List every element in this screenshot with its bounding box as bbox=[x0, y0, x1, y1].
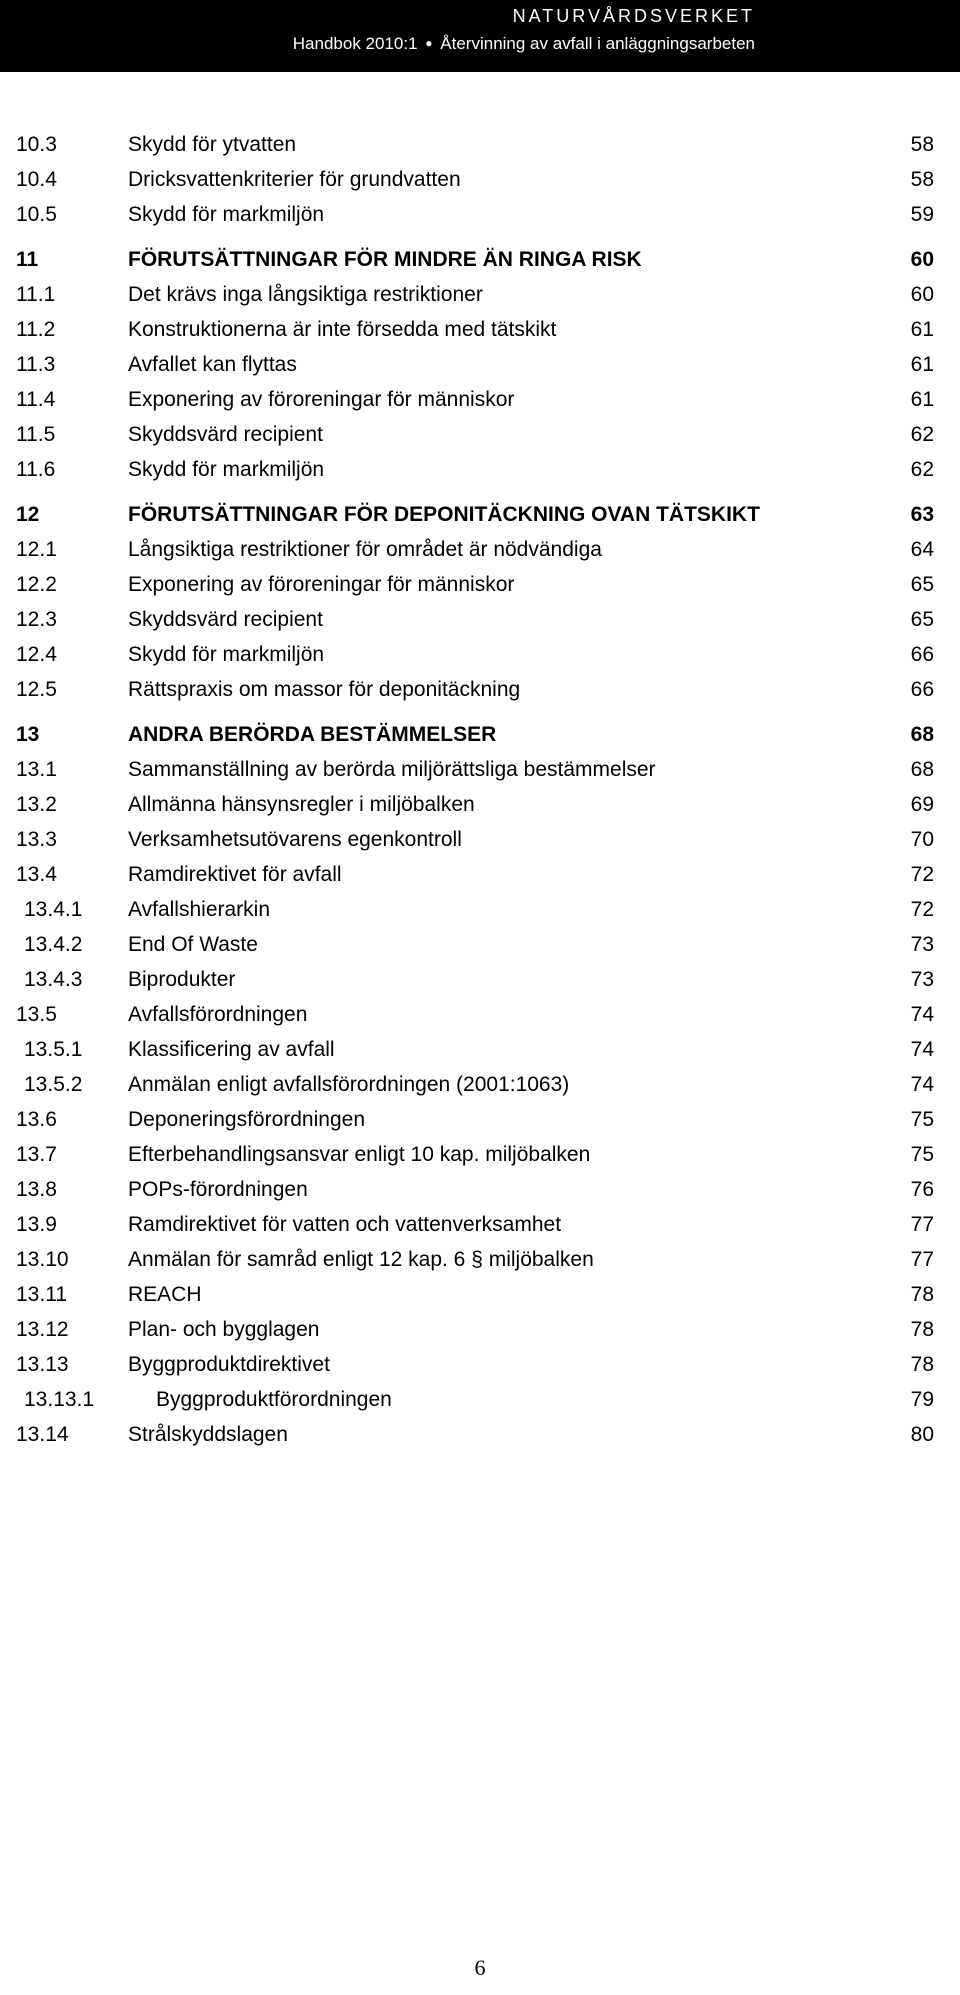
toc-number: 13.7 bbox=[16, 1143, 57, 1166]
toc-entry[interactable] bbox=[0, 602, 960, 637]
toc-number: 13.4.1 bbox=[24, 898, 83, 921]
toc-number: 13.13 bbox=[16, 1353, 69, 1376]
toc-page: 63 bbox=[910, 503, 934, 526]
toc-title: Skydd för markmiljön bbox=[128, 458, 325, 481]
toc-title: Byggproduktförordningen bbox=[156, 1388, 392, 1411]
toc-page: 68 bbox=[910, 723, 934, 746]
toc-entry[interactable] bbox=[0, 417, 960, 452]
toc-entry[interactable] bbox=[0, 382, 960, 417]
toc-title: Sammanställning av berörda miljörättsliga bestämmelser bbox=[128, 758, 656, 781]
toc-page: 73 bbox=[910, 933, 934, 956]
toc-page: 59 bbox=[910, 203, 934, 226]
toc-number: 13.9 bbox=[16, 1213, 57, 1236]
toc-entry[interactable] bbox=[0, 997, 960, 1032]
toc-subentry[interactable] bbox=[0, 892, 960, 927]
toc-number: 11.4 bbox=[16, 388, 56, 411]
toc-entry[interactable] bbox=[0, 672, 960, 707]
toc-title: Konstruktionerna är inte försedda med tätskikt bbox=[128, 318, 557, 341]
toc-title: Efterbehandlingsansvar enligt 10 kap. miljöbalken bbox=[128, 1143, 591, 1166]
toc-subentry[interactable] bbox=[0, 1032, 960, 1067]
toc-entry[interactable] bbox=[0, 637, 960, 672]
toc-title: Långsiktiga restriktioner för området är nödvändiga bbox=[128, 538, 602, 561]
toc-number: 13.8 bbox=[16, 1178, 57, 1201]
toc-number: 13.10 bbox=[16, 1248, 69, 1271]
toc-number: 13.4 bbox=[16, 863, 57, 886]
toc-page: 65 bbox=[910, 608, 934, 631]
toc-title: Anmälan för samråd enligt 12 kap. 6 § miljöbalken bbox=[128, 1248, 594, 1271]
toc-page: 62 bbox=[910, 458, 934, 481]
toc-number: 13.5 bbox=[16, 1003, 57, 1026]
toc-entry[interactable] bbox=[0, 1172, 960, 1207]
table-of-contents bbox=[0, 127, 960, 1452]
toc-page: 61 bbox=[910, 388, 934, 411]
toc-page: 79 bbox=[910, 1388, 934, 1411]
page-number: 6 bbox=[474, 1955, 486, 1980]
toc-page: 68 bbox=[910, 758, 934, 781]
toc-entry[interactable] bbox=[0, 1417, 960, 1452]
toc-subentry[interactable] bbox=[0, 1382, 960, 1417]
toc-page: 80 bbox=[910, 1423, 934, 1446]
toc-page: 58 bbox=[910, 133, 934, 156]
toc-entry[interactable] bbox=[0, 197, 960, 232]
toc-number: 13.5.1 bbox=[24, 1038, 83, 1061]
toc-number: 11 bbox=[16, 248, 39, 271]
toc-entry[interactable] bbox=[0, 1207, 960, 1242]
handbook-number: Handbok 2010:1 bbox=[292, 34, 418, 53]
toc-title: Strålskyddslagen bbox=[128, 1423, 288, 1446]
toc-title: FÖRUTSÄTTNINGAR FÖR DEPONITÄCKNING OVAN TÄTSKIKT bbox=[128, 503, 760, 526]
toc-page: 66 bbox=[910, 678, 934, 701]
handbook-subtitle bbox=[293, 34, 755, 54]
toc-page: 78 bbox=[910, 1318, 934, 1341]
toc-number: 11.2 bbox=[16, 318, 56, 341]
toc-entry[interactable] bbox=[0, 1102, 960, 1137]
toc-title: Byggproduktdirektivet bbox=[128, 1353, 330, 1376]
toc-number: 12.4 bbox=[16, 643, 57, 666]
toc-page: 73 bbox=[910, 968, 934, 991]
toc-page: 77 bbox=[910, 1248, 934, 1271]
toc-chapter-entry[interactable] bbox=[0, 717, 960, 752]
toc-title: Ramdirektivet för avfall bbox=[128, 863, 342, 886]
toc-page: 64 bbox=[910, 538, 934, 561]
toc-title: Anmälan enligt avfallsförordningen (2001:1063) bbox=[128, 1073, 570, 1096]
toc-title: ANDRA BERÖRDA BESTÄMMELSER bbox=[128, 723, 497, 746]
toc-number: 13.1 bbox=[16, 758, 57, 781]
toc-number: 12.2 bbox=[16, 573, 57, 596]
toc-number: 13.6 bbox=[16, 1108, 57, 1131]
toc-title: POPs-förordningen bbox=[128, 1178, 308, 1201]
toc-entry[interactable] bbox=[0, 532, 960, 567]
toc-number: 13.12 bbox=[16, 1318, 69, 1341]
toc-entry[interactable] bbox=[0, 1242, 960, 1277]
toc-title: Avfallsförordningen bbox=[128, 1003, 308, 1026]
toc-page: 76 bbox=[910, 1178, 934, 1201]
toc-page: 58 bbox=[910, 168, 934, 191]
toc-number: 13.5.2 bbox=[24, 1073, 83, 1096]
toc-title: REACH bbox=[128, 1283, 202, 1306]
toc-title: Rättspraxis om massor för deponitäckning bbox=[128, 678, 521, 701]
toc-number: 10.3 bbox=[16, 133, 57, 156]
toc-title: Ramdirektivet för vatten och vattenverksamhet bbox=[128, 1213, 562, 1236]
toc-page: 72 bbox=[910, 863, 934, 886]
toc-title: Exponering av föroreningar för människor bbox=[128, 388, 515, 411]
toc-title: Skydd för ytvatten bbox=[128, 133, 297, 156]
toc-number: 10.5 bbox=[16, 203, 57, 226]
toc-number: 13 bbox=[16, 723, 40, 746]
toc-page: 69 bbox=[910, 793, 934, 816]
toc-entry[interactable] bbox=[0, 787, 960, 822]
toc-entry[interactable] bbox=[0, 162, 960, 197]
toc-title: Plan- och bygglagen bbox=[128, 1318, 320, 1341]
toc-number: 11.3 bbox=[16, 353, 56, 376]
toc-chapter-entry[interactable] bbox=[0, 242, 960, 277]
toc-number: 12 bbox=[16, 503, 40, 526]
toc-entry[interactable] bbox=[0, 1277, 960, 1312]
handbook-topic: Återvinning av avfall i anläggningsarbeten bbox=[440, 34, 755, 53]
toc-page: 75 bbox=[910, 1108, 934, 1131]
toc-title: Det krävs inga långsiktiga restriktioner bbox=[128, 283, 483, 306]
toc-title: Skydd för markmiljön bbox=[128, 203, 325, 226]
toc-subentry[interactable] bbox=[0, 962, 960, 997]
toc-entry[interactable] bbox=[0, 1312, 960, 1347]
toc-page: 74 bbox=[910, 1003, 934, 1026]
toc-number: 12.1 bbox=[16, 538, 57, 561]
toc-title: End Of Waste bbox=[128, 933, 258, 956]
toc-number: 12.5 bbox=[16, 678, 57, 701]
toc-page: 65 bbox=[910, 573, 934, 596]
toc-page: 72 bbox=[910, 898, 934, 921]
toc-title: Klassificering av avfall bbox=[128, 1038, 335, 1061]
toc-page: 74 bbox=[910, 1038, 934, 1061]
toc-title: Allmänna hänsynsregler i miljöbalken bbox=[128, 793, 475, 816]
toc-page: 62 bbox=[910, 423, 934, 446]
agency-name: NATURVÅRDSVERKET bbox=[512, 6, 755, 26]
toc-title: Avfallshierarkin bbox=[128, 898, 271, 921]
toc-page: 61 bbox=[910, 318, 934, 341]
toc-entry[interactable] bbox=[0, 857, 960, 892]
toc-subentry[interactable] bbox=[0, 1067, 960, 1102]
toc-page: 60 bbox=[910, 248, 934, 271]
toc-title: Deponeringsförordningen bbox=[128, 1108, 365, 1131]
toc-number: 13.14 bbox=[16, 1423, 69, 1446]
toc-number: 13.2 bbox=[16, 793, 57, 816]
toc-title: Avfallet kan flyttas bbox=[128, 353, 297, 376]
toc-number: 13.4.2 bbox=[24, 933, 83, 956]
toc-entry[interactable] bbox=[0, 452, 960, 487]
toc-title: Skydd för markmiljön bbox=[128, 643, 325, 666]
toc-entry[interactable] bbox=[0, 312, 960, 347]
toc-page: 66 bbox=[910, 643, 934, 666]
toc-number: 11.5 bbox=[16, 423, 56, 446]
toc-title: FÖRUTSÄTTNINGAR FÖR MINDRE ÄN RINGA RISK bbox=[128, 248, 642, 271]
toc-entry[interactable] bbox=[0, 752, 960, 787]
toc-title: Dricksvattenkriterier för grundvatten bbox=[128, 168, 461, 191]
toc-entry[interactable] bbox=[0, 822, 960, 857]
toc-subentry[interactable] bbox=[0, 927, 960, 962]
toc-page: 75 bbox=[910, 1143, 934, 1166]
toc-entry[interactable] bbox=[0, 127, 960, 162]
toc-chapter-entry[interactable] bbox=[0, 497, 960, 532]
toc-entry[interactable] bbox=[0, 347, 960, 382]
toc-page: 74 bbox=[910, 1073, 934, 1096]
toc-title: Skyddsvärd recipient bbox=[128, 608, 323, 631]
page-header bbox=[0, 0, 960, 72]
toc-number: 11.1 bbox=[16, 283, 56, 306]
toc-entry[interactable] bbox=[0, 277, 960, 312]
toc-number: 13.4.3 bbox=[24, 968, 83, 991]
toc-number: 12.3 bbox=[16, 608, 57, 631]
toc-number: 13.3 bbox=[16, 828, 57, 851]
toc-entry[interactable] bbox=[0, 1347, 960, 1382]
toc-title: Skyddsvärd recipient bbox=[128, 423, 323, 446]
toc-number: 10.4 bbox=[16, 168, 57, 191]
bullet-icon: ● bbox=[425, 36, 433, 50]
toc-page: 70 bbox=[910, 828, 934, 851]
toc-number: 13.11 bbox=[16, 1283, 67, 1306]
toc-page: 77 bbox=[910, 1213, 934, 1236]
toc-page: 61 bbox=[910, 353, 934, 376]
toc-title: Biprodukter bbox=[128, 968, 236, 991]
toc-page: 78 bbox=[910, 1353, 934, 1376]
toc-number: 11.6 bbox=[16, 458, 56, 481]
toc-page: 60 bbox=[910, 283, 934, 306]
toc-title: Exponering av föroreningar för människor bbox=[128, 573, 515, 596]
toc-entry[interactable] bbox=[0, 1137, 960, 1172]
toc-number: 13.13.1 bbox=[24, 1388, 95, 1411]
toc-title: Verksamhetsutövarens egenkontroll bbox=[128, 828, 462, 851]
toc-entry[interactable] bbox=[0, 567, 960, 602]
toc-page: 78 bbox=[910, 1283, 934, 1306]
